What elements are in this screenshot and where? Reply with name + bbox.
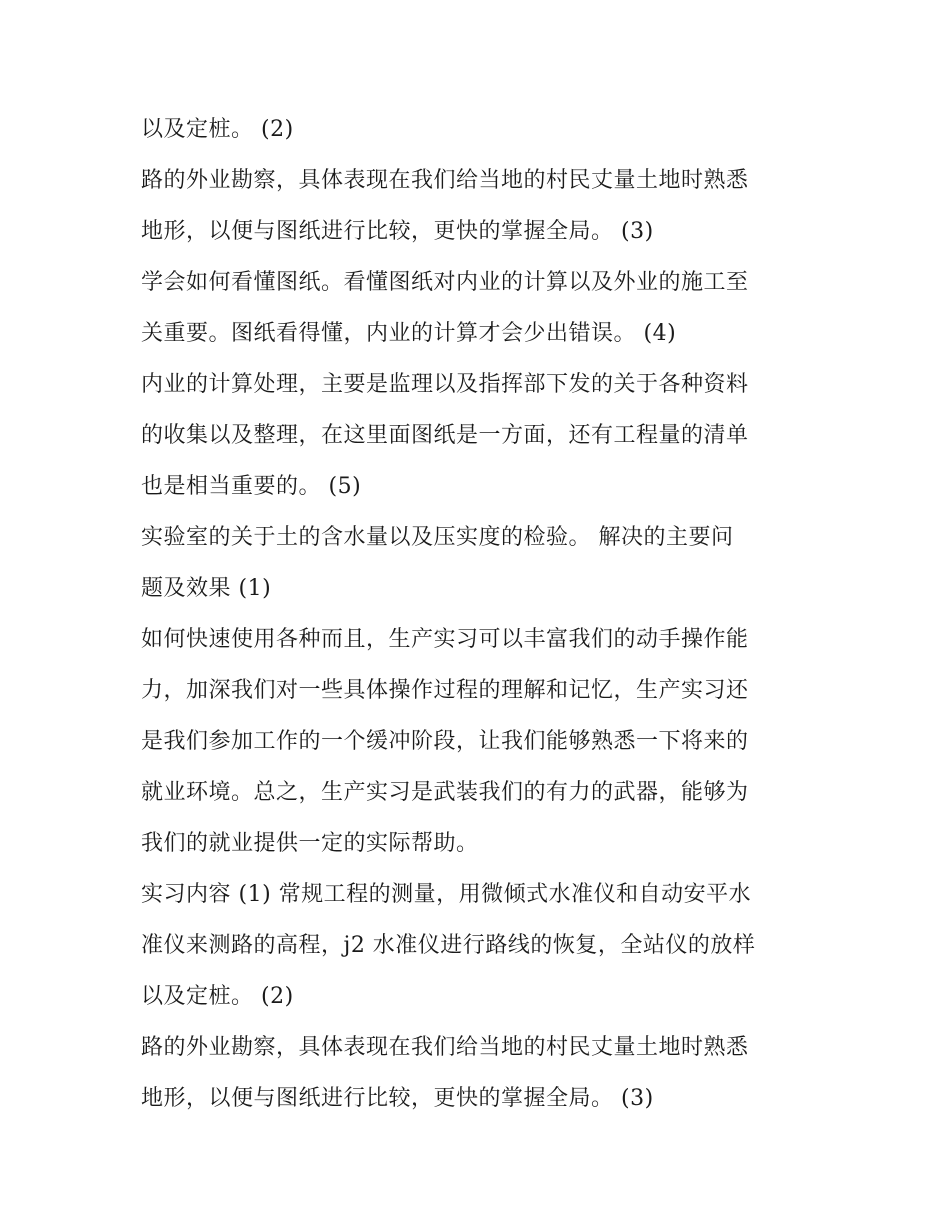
text-line: 关重要。图纸看得懂，内业的计算才会少出错误。 (4) — [141, 321, 677, 346]
text-line: 也是相当重要的。 (5) — [141, 474, 362, 499]
text-line: 地形，以便与图纸进行比较，更快的掌握全局。 (3) — [141, 1086, 654, 1111]
text-line: 实习内容 (1) 常规工程的测量，用微倾式水准仪和自动安平水 — [141, 882, 752, 907]
body-text — [141, 104, 821, 1124]
text-line: 我们的就业提供一定的实际帮助。 — [141, 831, 479, 856]
text-line: 以及定桩。 (2) — [141, 117, 294, 142]
text-line: 路的外业勘察，具体表现在我们给当地的村民丈量土地时熟悉 — [141, 168, 749, 193]
text-line: 学会如何看懂图纸。看懂图纸对内业的计算以及外业的施工至 — [141, 270, 749, 295]
text-line: 以及定桩。 (2) — [141, 984, 294, 1009]
text-line: 实验室的关于土的含水量以及压实度的检验。 解决的主要问 — [141, 525, 734, 550]
text-line: 就业环境。总之，生产实习是武装我们的有力的武器，能够为 — [141, 780, 749, 805]
text-line: 准仪来测路的高程，j2 水准仪进行路线的恢复，全站仪的放样 — [141, 933, 756, 958]
text-line: 如何快速使用各种而且，生产实习可以丰富我们的动手操作能 — [141, 627, 749, 652]
text-line: 的收集以及整理，在这里面图纸是一方面，还有工程量的清单 — [141, 423, 749, 448]
text-line: 题及效果 (1) — [141, 576, 272, 601]
text-line: 路的外业勘察，具体表现在我们给当地的村民丈量土地时熟悉 — [141, 1035, 749, 1060]
text-line: 内业的计算处理，主要是监理以及指挥部下发的关于各种资料 — [141, 372, 749, 397]
text-line: 力，加深我们对一些具体操作过程的理解和记忆，生产实习还 — [141, 678, 749, 703]
text-line: 是我们参加工作的一个缓冲阶段，让我们能够熟悉一下将来的 — [141, 729, 749, 754]
text-line: 地形，以便与图纸进行比较，更快的掌握全局。 (3) — [141, 219, 654, 244]
